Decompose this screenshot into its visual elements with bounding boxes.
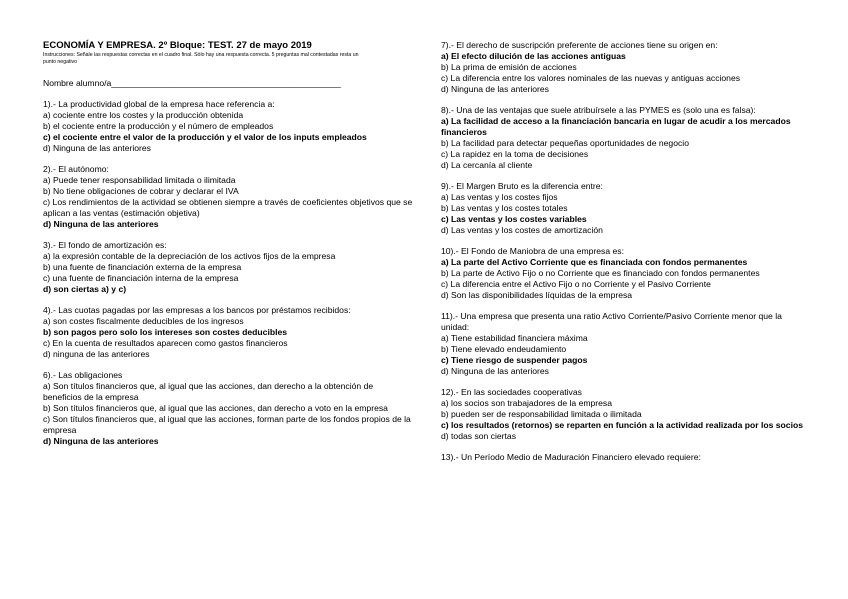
page-title: ECONOMÍA Y EMPRESA. 2º Bloque: TEST. 27 de mayo 2019	[43, 40, 312, 51]
answer-option: b) La prima de emisión de acciones	[441, 62, 577, 72]
answer-option: a) Tiene estabilidad financiera máxima	[441, 333, 588, 343]
answer-option: b) Las ventas y los costes totales	[441, 203, 568, 213]
question-text: 11).- Una empresa que presenta una ratio Activo Corriente/Pasivo Corriente menor que la unidad:	[441, 311, 782, 332]
question-text: 10).- El Fondo de Maniobra de una empresa es:	[441, 246, 624, 256]
question-block	[441, 40, 811, 95]
answer-option: c) La diferencia entre el Activo Fijo o no Corriente y el Pasivo Corriente	[441, 279, 711, 289]
question-block	[441, 311, 811, 377]
answer-option: d) Ninguna de las anteriores	[441, 366, 549, 376]
answer-option: b) el cociente entre la producción y el número de empleados	[43, 121, 274, 131]
question-text: 3).- El fondo de amortización es:	[43, 240, 167, 250]
answer-option-correct: c) los resultados (retornos) se reparten en función a la actividad realizada por los socios	[441, 420, 803, 430]
answer-option-correct: c) el cociente entre el valor de la producción y el valor de los inputs empleados	[43, 132, 367, 142]
question-block	[43, 370, 413, 447]
left-question-list	[43, 99, 413, 447]
answer-option: b) Son títulos financieros que, al igual que las acciones, dan derecho a voto en la empresa	[43, 403, 388, 413]
question-block	[43, 164, 413, 230]
question-block	[441, 105, 811, 171]
answer-option: d) Son las disponibilidades líquidas de la empresa	[441, 290, 633, 300]
answer-option: a) los socios son trabajadores de la empresa	[441, 398, 613, 408]
question-text: 1).- La productividad global de la empresa hace referencia a:	[43, 99, 275, 109]
student-name-line: Nombre alumno/a________________________________________________	[43, 78, 341, 88]
question-text: 13).- Un Período Medio de Maduración Financiero elevado requiere:	[441, 452, 701, 462]
question-text: 9).- El Margen Bruto es la diferencia entre:	[441, 181, 603, 191]
answer-option: a) Las ventas y los costes fijos	[441, 192, 558, 202]
answer-option: c) Son títulos financieros que, al igual que las acciones, forman parte de los fondos propios de la empresa	[43, 414, 411, 435]
question-text: 6).- Las obligaciones	[43, 370, 123, 380]
answer-option: c) Los rendimientos de la actividad se obtienen siempre a través de coeficientes objetivos que se aplican a las ventas (estimación objetiva)	[43, 197, 413, 218]
answer-option-correct: d) son ciertas a) y c)	[43, 284, 127, 294]
answer-option-correct: b) son pagos pero solo los intereses son costes deducibles	[43, 327, 288, 337]
answer-option: d) todas son ciertas	[441, 431, 516, 441]
answer-option: b) Tiene elevado endeudamiento	[441, 344, 567, 354]
answer-option: d) Ninguna de las anteriores	[441, 84, 549, 94]
answer-option: a) la expresión contable de la depreciación de los activos fijos de la empresa	[43, 251, 336, 261]
question-text: 12).- En las sociedades cooperativas	[441, 387, 582, 397]
answer-option: c) En la cuenta de resultados aparecen como gastos financieros	[43, 338, 288, 348]
answer-option: c) La rapidez en la toma de decisiones	[441, 149, 589, 159]
answer-option: a) son costes fiscalmente deducibles de los ingresos	[43, 316, 244, 326]
question-text: 2).- El autónomo:	[43, 164, 109, 174]
right-column	[441, 40, 811, 463]
answer-option: b) No tiene obligaciones de cobrar y declarar el IVA	[43, 186, 239, 196]
question-block	[43, 305, 413, 360]
answer-option: b) pueden ser de responsabilidad limitada o ilimitada	[441, 409, 642, 419]
answer-option: b) La facilidad para detectar pequeñas oportunidades de negocio	[441, 138, 689, 148]
answer-option: a) Puede tener responsabilidad limitada o ilimitada	[43, 175, 236, 185]
question-block	[441, 181, 811, 236]
answer-option: d) Las ventas y los costes de amortización	[441, 225, 603, 235]
answer-option: b) una fuente de financiación externa de la empresa	[43, 262, 242, 272]
answer-option: c) La diferencia entre los valores nominales de las nuevas y antiguas acciones	[441, 73, 741, 83]
answer-option: d) Ninguna de las anteriores	[43, 143, 151, 153]
question-block	[441, 246, 811, 301]
answer-option-correct: c) Las ventas y los costes variables	[441, 214, 587, 224]
answer-option: a) Son títulos financieros que, al igual que las acciones, dan derecho a la obtención de beneficios de la empresa	[43, 381, 374, 402]
answer-option-correct: d) Ninguna de las anteriores	[43, 436, 159, 446]
answer-option-correct: c) Tiene riesgo de suspender pagos	[441, 355, 588, 365]
question-text: 7).- El derecho de suscripción preferente de acciones tiene su origen en:	[441, 40, 718, 50]
left-column	[43, 40, 413, 447]
question-block	[43, 240, 413, 295]
question-block	[441, 452, 811, 463]
answer-option: a) cociente entre los costes y la producción obtenida	[43, 110, 244, 120]
question-block	[441, 387, 811, 442]
question-text: 4).- Las cuotas pagadas por las empresas a los bancos por préstamos recibidos:	[43, 305, 351, 315]
answer-option-correct: a) El efecto dilución de las acciones antiguas	[441, 51, 626, 61]
answer-option-correct: a) La facilidad de acceso a la financiación bancaria en lugar de acudir a los mercados financieros	[441, 116, 791, 137]
answer-option: c) una fuente de financiación interna de la empresa	[43, 273, 239, 283]
answer-option: d) ninguna de las anteriores	[43, 349, 150, 359]
question-text: 8).- Una de las ventajas que suele atribuírsele a las PYMES es (solo una es falsa):	[441, 105, 756, 115]
answer-option: b) La parte de Activo Fijo o no Corriente que es financiado con fondos permanentes	[441, 268, 760, 278]
answer-option: d) La cercanía al cliente	[441, 160, 533, 170]
instructions: Instrucciones: Señale las respuestas correctas en el cuadro final. Sólo hay una respuesta correcta. 5 preguntas mal contestadas resta un punto negativo	[43, 52, 359, 65]
right-question-list	[441, 40, 811, 463]
answer-option-correct: a) La parte del Activo Corriente que es financiada con fondos permanentes	[441, 257, 748, 267]
question-block	[43, 99, 413, 154]
answer-option-correct: d) Ninguna de las anteriores	[43, 219, 159, 229]
